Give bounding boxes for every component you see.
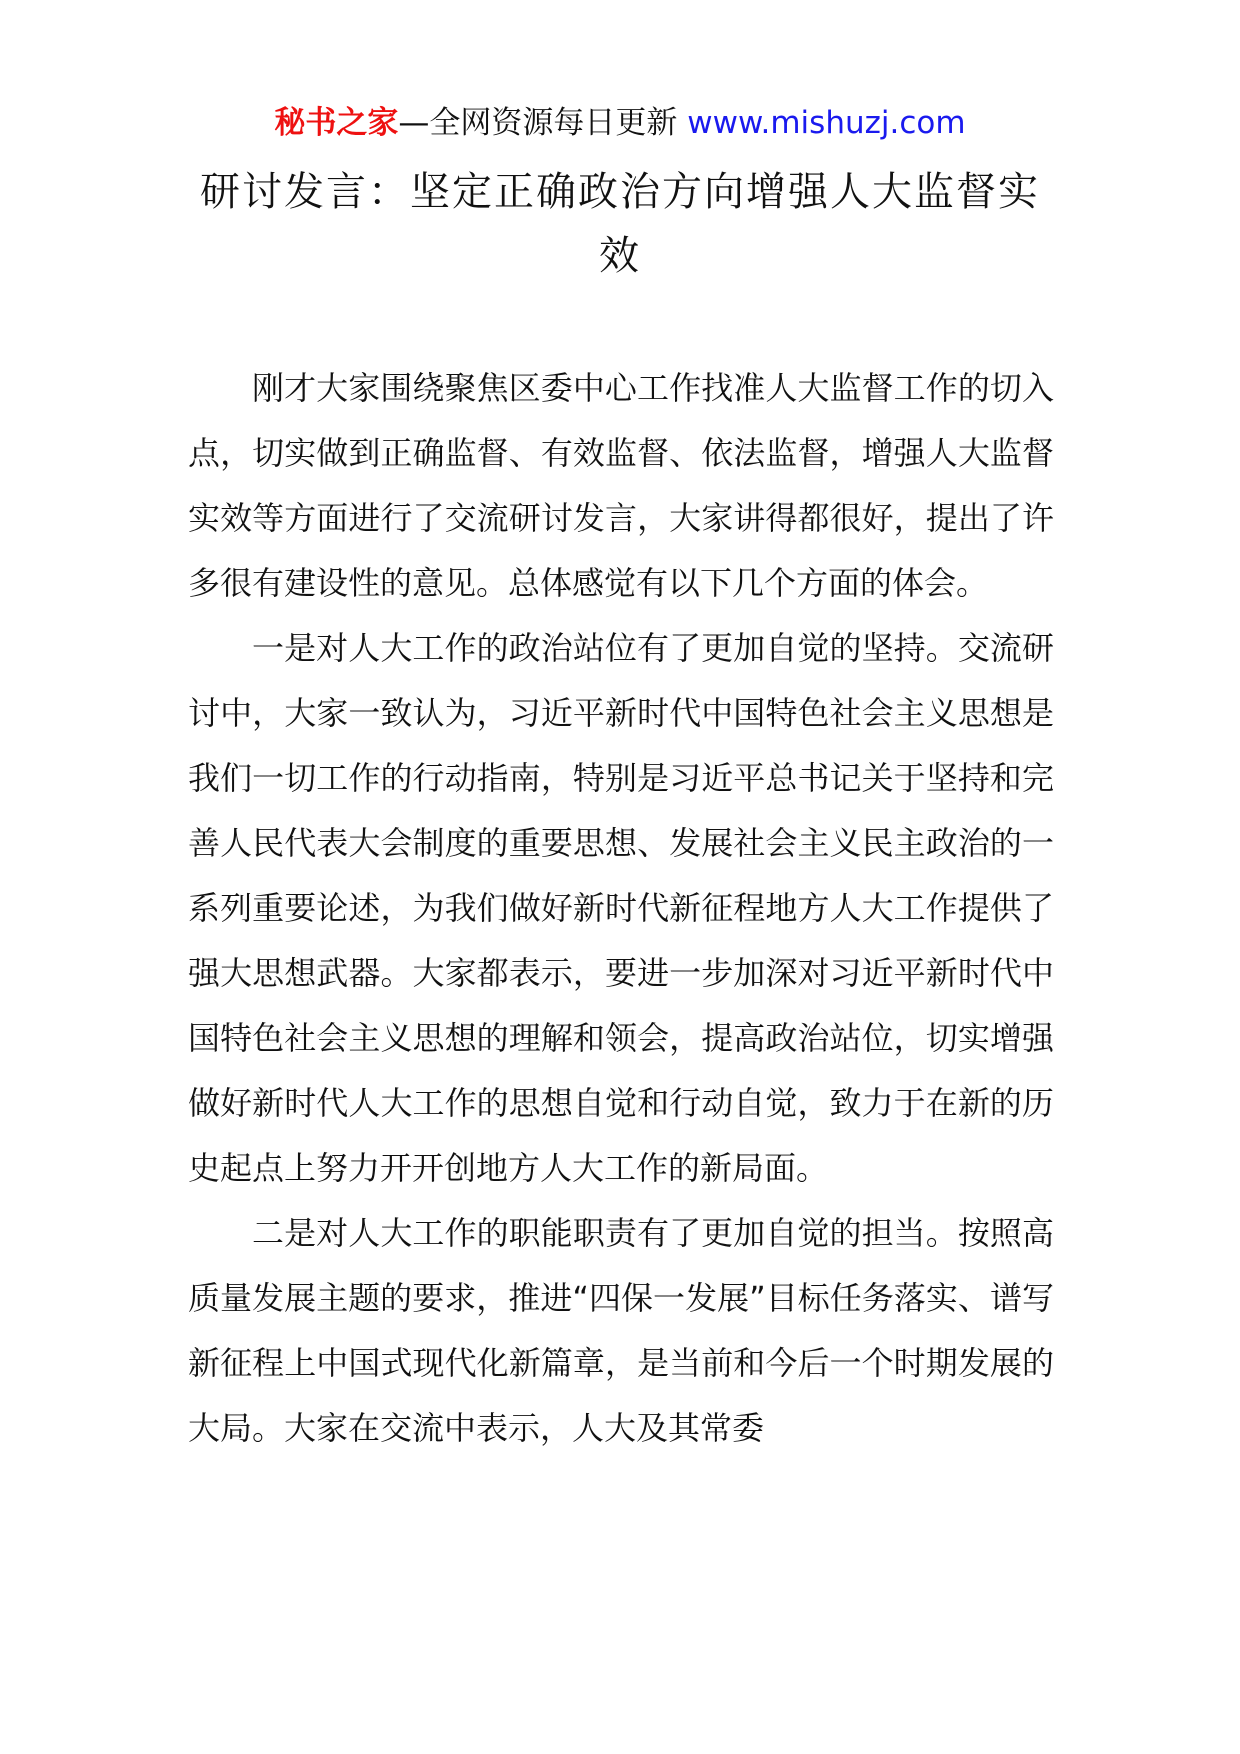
paragraph-point-two: 二是对人大工作的职能职责有了更加自觉的担当。按照高质量发展主题的要求，推进“四保一发展”目标任务落实、谱写新征程上中国式现代化新篇章，是当前和今后一个时期发展的大局。大家在交流中表示，人大及其常委 <box>188 1214 1054 1447</box>
document-body <box>188 356 1054 1461</box>
site-header <box>0 100 1240 146</box>
site-slogan: —全网资源每日更新 <box>398 105 688 141</box>
site-url-link[interactable]: www.mishuzj.com <box>687 105 966 141</box>
paragraph-intro: 刚才大家围绕聚焦区委中心工作找准人大监督工作的切入点，切实做到正确监督、有效监督、依法监督，增强人大监督实效等方面进行了交流研讨发言，大家讲得都很好，提出了许多很有建设性的意见。总体感觉有以下几个方面的体会。 <box>188 369 1054 602</box>
paragraph-point-one: 一是对人大工作的政治站位有了更加自觉的坚持。交流研讨中，大家一致认为，习近平新时代中国特色社会主义思想是我们一切工作的行动指南，特别是习近平总书记关于坚持和完善人民代表大会制度的重要思想、发展社会主义民主政治的一系列重要论述，为我们做好新时代新征程地方人大工作提供了强大思想武器。大家都表示，要进一步加深对习近平新时代中国特色社会主义思想的理解和领会，提高政治站位，切实增强做好新时代人大工作的思想自觉和行动自觉，致力于在新的历史起点上努力开开创地方人大工作的新局面。 <box>188 629 1054 1187</box>
site-brand: 秘书之家 <box>274 105 399 141</box>
document-title: 研讨发言：坚定正确政治方向增强人大监督实效 <box>200 169 1040 279</box>
